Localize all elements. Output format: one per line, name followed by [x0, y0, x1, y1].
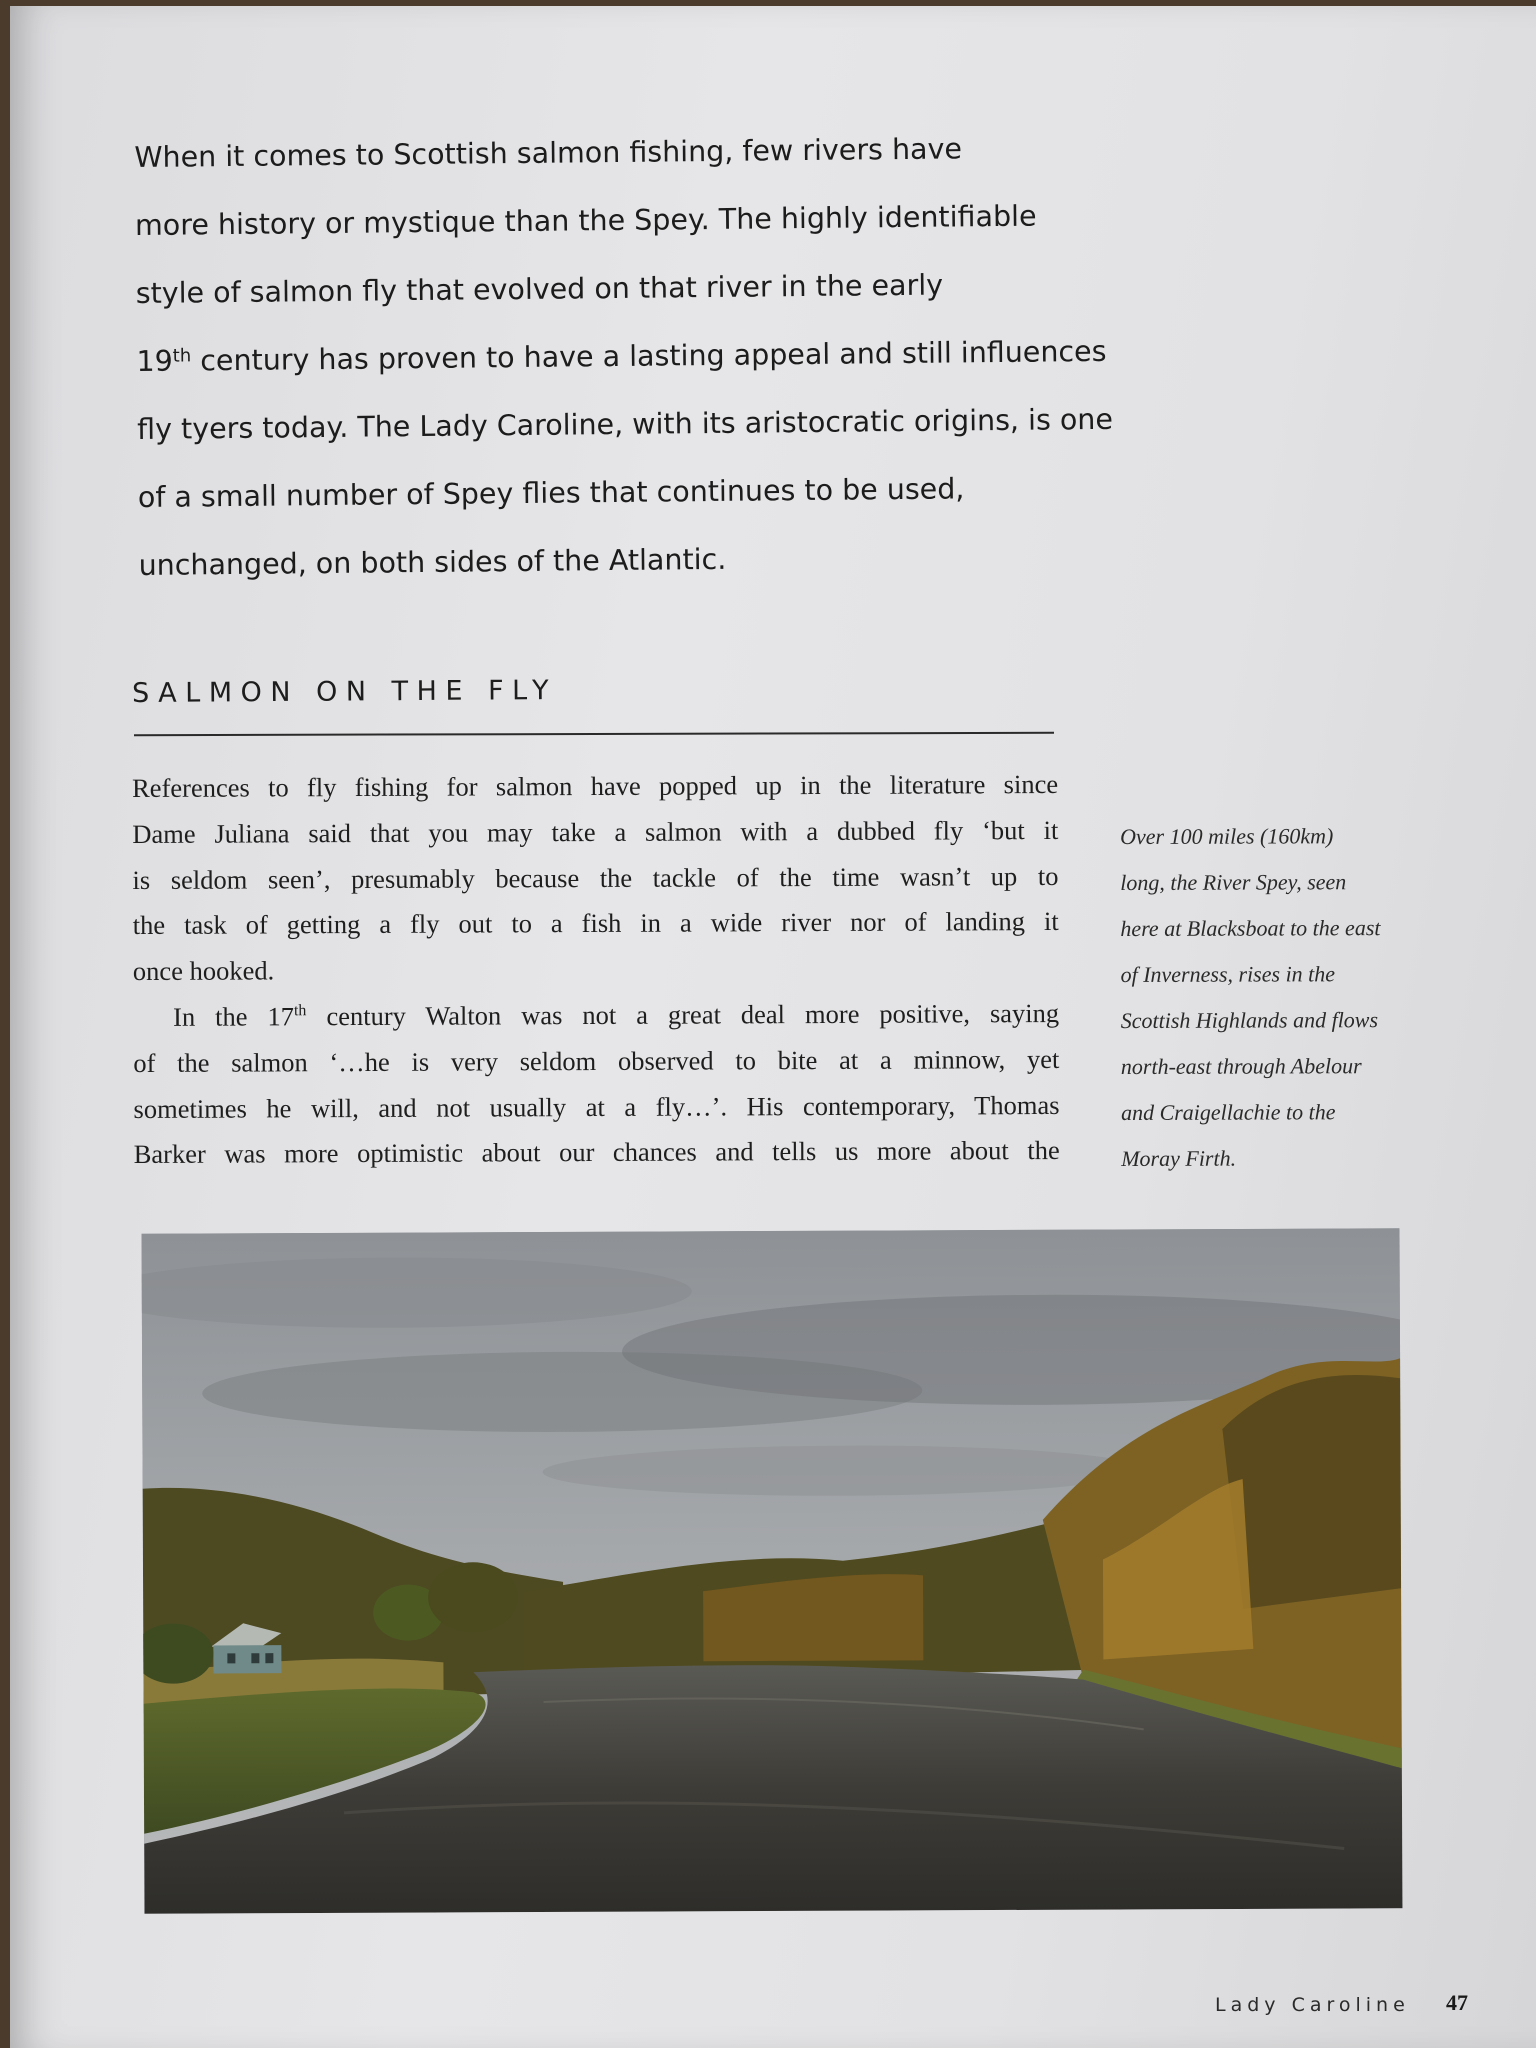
body-ordinal-suffix: th: [293, 1002, 307, 1020]
intro-line: When it comes to Scottish salmon fishing, few rivers have: [134, 132, 963, 174]
caption-line: Moray Firth.: [1121, 1145, 1237, 1171]
body-line: the task of getting a fly out to a fish in a wide river nor of landing it: [132, 906, 1059, 941]
tree-cluster: [428, 1562, 518, 1632]
caption-line: and Craigellachie to the: [1120, 1099, 1336, 1125]
body-line: Dame Juliana said that you may take a salmon with a dubbed fly ‘but it: [132, 814, 1059, 849]
photo-caption: [1120, 813, 1451, 1182]
body-line: References to fly fishing for salmon have popped up in the literature since: [132, 768, 1059, 803]
body-line: of the salmon ‘…he is very seldom observed to bite at a minnow, yet: [133, 1043, 1060, 1078]
body-line-rest: century Walton was not a great deal more positive, saying: [306, 997, 1060, 1032]
caption-line: Scottish Highlands and flows: [1120, 1007, 1379, 1033]
caption-line: of Inverness, rises in the: [1120, 961, 1336, 987]
body-century-prefix: In the 17: [173, 1001, 295, 1032]
intro-line: unchanged, on both sides of the Atlantic.: [138, 542, 727, 582]
dark-trees-right: [1222, 1375, 1401, 1609]
intro-paragraph: [134, 114, 1139, 600]
body-line: is seldom seen’, presumably because the tackle of the time wasn’t up to: [132, 860, 1059, 895]
intro-century-number: 19: [136, 344, 173, 378]
intro-line: [136, 318, 1137, 396]
body-line: once hooked.: [132, 955, 275, 987]
intro-line: of a small number of Spey flies that continues to be used,: [137, 472, 965, 514]
caption-line: long, the River Spey, seen: [1120, 869, 1347, 895]
section-heading: SALMON ON THE FLY: [132, 675, 558, 709]
body-line: sometimes he will, and not usually at a fly…’. His contemporary, Thomas: [133, 1089, 1060, 1124]
book-page: [10, 6, 1536, 2048]
river-spey-photo: [142, 1228, 1403, 1913]
intro-line: style of salmon fly that evolved on that river in the early: [135, 268, 944, 310]
intro-line-rest: century has proven to have a lasting appeal and still influences: [191, 334, 1107, 378]
running-footer-title: Lady Caroline: [1215, 1994, 1410, 2016]
autumn-trees-center: [703, 1574, 923, 1661]
body-line: Barker was more optimistic about our chances and tells us more about the: [133, 1135, 1060, 1170]
section-divider: [134, 732, 1054, 736]
intro-line: fly tyers today. The Lady Caroline, with its aristocratic origins, is one: [137, 402, 1114, 446]
body-line: [133, 991, 1059, 1041]
caption-line: here at Blacksboat to the east: [1120, 915, 1381, 941]
caption-line: north-east through Abelour: [1120, 1053, 1362, 1079]
page-number: 47: [1446, 1990, 1468, 2015]
caption-line: Over 100 miles (160km): [1120, 823, 1334, 849]
body-paragraphs: [132, 762, 1060, 1178]
river-landscape-illustration: [142, 1228, 1403, 1913]
intro-line: more history or mystique than the Spey. The highly identifiable: [134, 199, 1037, 242]
intro-ordinal-suffix: th: [172, 345, 192, 367]
